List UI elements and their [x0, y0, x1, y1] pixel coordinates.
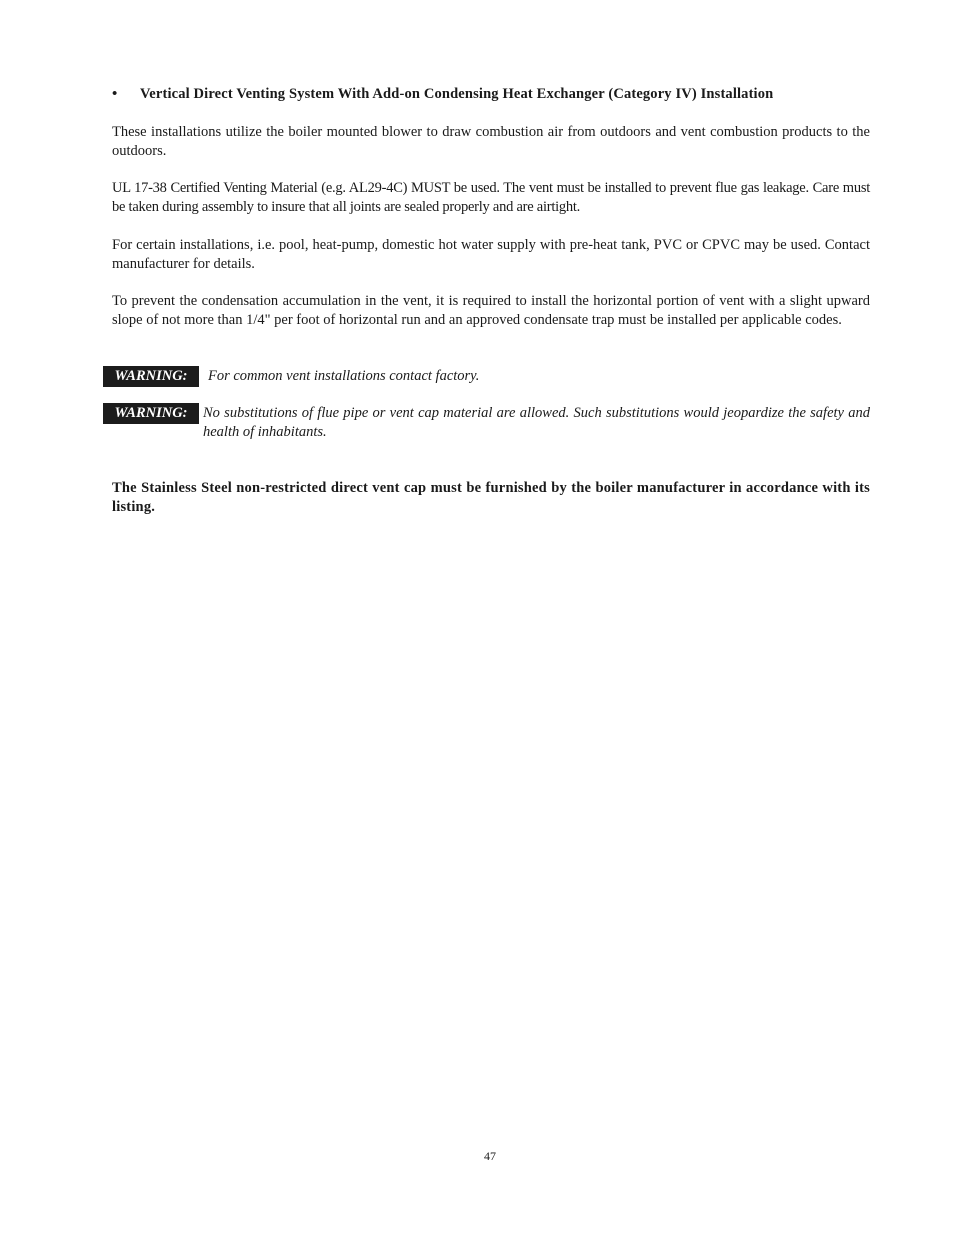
- bullet-icon: •: [112, 86, 118, 102]
- warning-label: WARNING:: [103, 366, 199, 387]
- warning-label: WARNING:: [103, 403, 199, 424]
- paragraph-venting-material: UL 17-38 Certified Venting Material (e.g. AL29-4C) MUST be used. The vent must be installed to prevent flue gas leakage. Care must be taken during assembly to insure that all joints are sealed properly and are airtight.: [112, 180, 870, 215]
- page-number: 47: [484, 1149, 496, 1163]
- paragraph-combustion-air: These installations utilize the boiler mounted blower to draw combustion air from outdoors and vent combustion products to the outdoors.: [112, 124, 870, 159]
- paragraph-condensation: To prevent the condensation accumulation in the vent, it is required to install the horizontal portion of vent with a slight upward slope of not more than 1/4" per foot of horizontal run and an approved condensate trap must be installed per applicable codes.: [112, 293, 870, 328]
- section-heading-text: Vertical Direct Venting System With Add-on Condensing Heat Exchanger (Category IV) Installation: [140, 86, 774, 102]
- vent-cap-note: The Stainless Steel non-restricted direct vent cap must be furnished by the boiler manufacturer in accordance with its listing.: [112, 480, 870, 515]
- paragraph-pvc-cpvc: For certain installations, i.e. pool, heat-pump, domestic hot water supply with pre-heat tank, PVC or CPVC may be used. Contact manufacturer for details.: [112, 237, 870, 272]
- warning-text: No substitutions of flue pipe or vent cap material are allowed. Such substitutions would jeopardize the safety and health of inhabitants.: [203, 405, 870, 440]
- warning-text: For common vent installations contact factory.: [208, 368, 480, 384]
